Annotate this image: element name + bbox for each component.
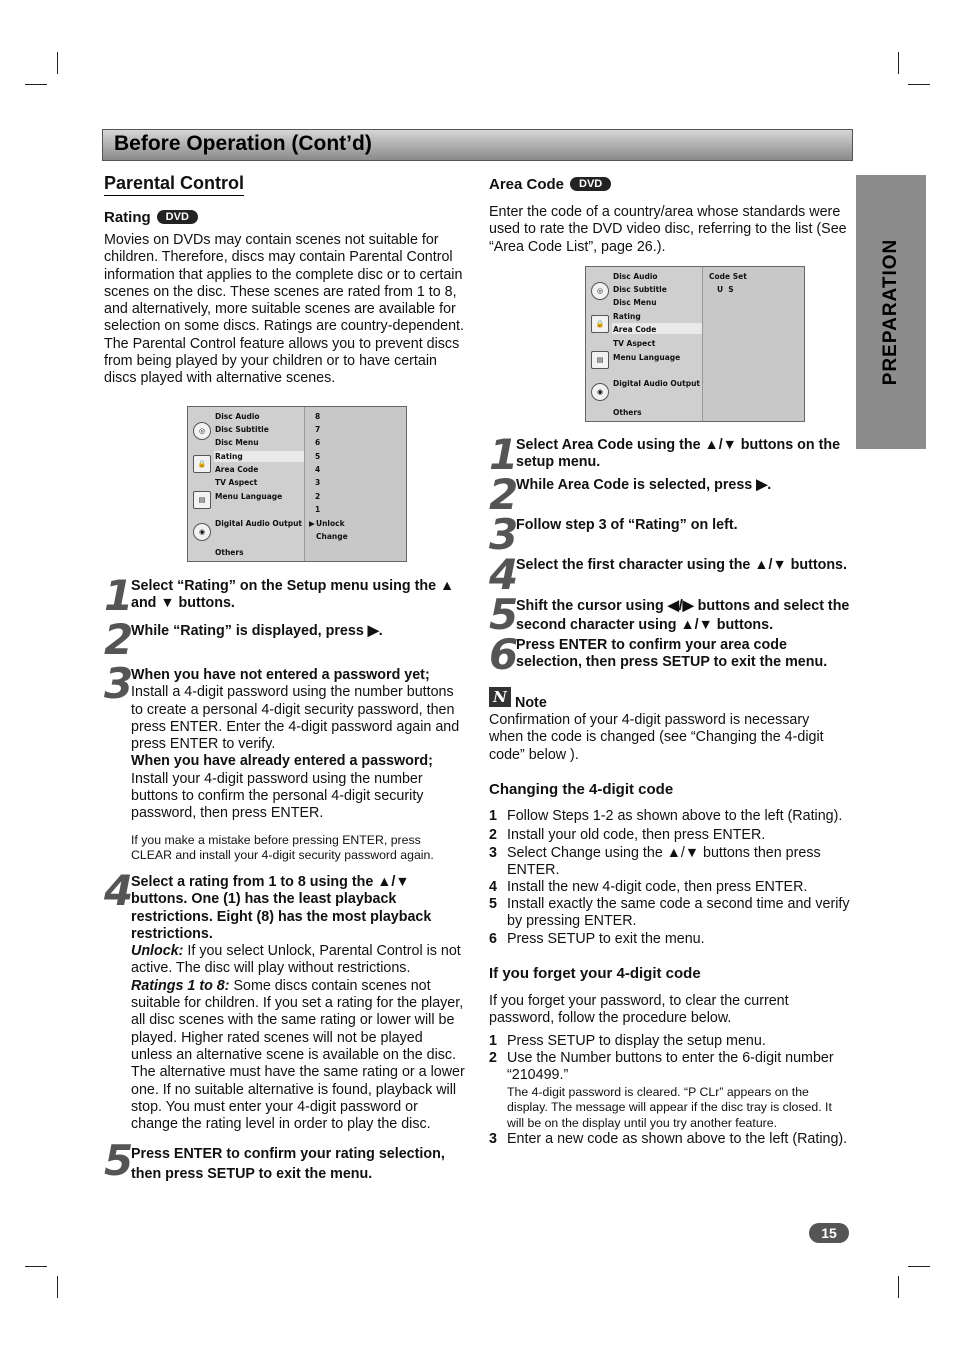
menu-item: Area Code — [613, 325, 657, 334]
book-icon: ▤ — [591, 351, 609, 369]
menu-item: TV Aspect — [215, 478, 258, 487]
menu-item: Area Code — [215, 465, 259, 474]
menu-item: Rating — [613, 312, 641, 321]
book-icon: ▤ — [193, 491, 211, 509]
disc-icon: ◎ — [591, 282, 609, 300]
crop-mark — [57, 1276, 58, 1298]
side-tab-label: PREPARATION — [880, 238, 901, 386]
crop-mark — [898, 1276, 899, 1298]
menu-value: Change — [316, 532, 348, 541]
forget-code-heading: If you forget your 4-digit code — [489, 965, 701, 982]
note-text: Confirmation of your 4-digit password is necessary when the code is changed (see “Changing the 4-digit code” below ). — [489, 712, 824, 763]
menu-item: Disc Subtitle — [215, 425, 269, 434]
menu-item: Others — [215, 548, 244, 557]
disc-icon: ◎ — [193, 422, 211, 440]
step-number: 1 — [104, 571, 134, 620]
code-set-value: U S — [717, 285, 734, 294]
page-header — [102, 129, 853, 161]
area-code-heading: Area Code DVD — [489, 176, 611, 193]
rating-heading: Rating DVD — [104, 209, 198, 226]
step-number: 5 — [104, 1136, 134, 1185]
menu-value: 5 — [315, 452, 321, 461]
step-text: Select Area Code using the ▲/▼ buttons on the setup menu. — [516, 437, 841, 471]
step-text: Select a rating from 1 to 8 using the ▲/▼ buttons. One (1) has the least playback restrictions. Eight (8) has the most playback restrictions. Unlock: If you select Unlock, Parental Control is not active. The disc will play without restrictions. Ratings 1 to 8: Some discs contain scenes not suitable for children. If you set a rating for the player, all disc scenes with the same rating or lower will be played. Higher rated scenes will not be played unless an alternative scene is available on the disc. The alternative must have the same rating or a lower one. If no suitable alternative is found, playback will stop. You must enter your 4-digit password or change the rating level in order to play the disc. — [131, 874, 465, 1133]
menu-selected-marker: ▶ — [309, 519, 315, 528]
step-text: Shift the cursor using ◀/▶ buttons and select the second character using ▲/▼ buttons. — [516, 598, 850, 633]
area-code-setup-menu — [585, 266, 805, 422]
crop-mark — [898, 52, 899, 74]
menu-value: 6 — [315, 438, 321, 447]
lock-icon: 🔒 — [591, 315, 609, 333]
step-text: While “Rating” is displayed, press ▶. — [131, 623, 383, 639]
step-text: Follow step 3 of “Rating” on left. — [516, 517, 738, 533]
crop-mark — [25, 84, 47, 85]
menu-item: Digital Audio Output — [613, 379, 701, 388]
step-number: 4 — [104, 866, 134, 915]
step-text: When you have not entered a password yet; Install a 4-digit password using the number buttons to create a personal 4-digit security password, then press ENTER. Enter the 4-digit password again and press ENTER to verify. When you have already entered a password; Install your 4-digit password using the number buttons to confirm the personal 4-digit security password, then press ENTER. — [131, 667, 460, 822]
menu-value: 3 — [315, 478, 321, 487]
speaker-icon: ◉ — [591, 383, 609, 401]
menu-value: 8 — [315, 412, 321, 421]
step-text: Press ENTER to confirm your area code selection, then press SETUP to exit the menu. — [516, 637, 828, 671]
menu-item: Disc Subtitle — [613, 285, 667, 294]
section-title: Parental Control — [104, 173, 244, 196]
forget-intro: If you forget your password, to clear the current password, follow the procedure below. — [489, 993, 789, 1027]
menu-item: Disc Menu — [215, 438, 259, 447]
section-side-tab — [856, 175, 926, 449]
speaker-icon: ◉ — [193, 523, 211, 541]
note-label: Note — [515, 695, 547, 711]
crop-mark — [908, 84, 930, 85]
step-number: 2 — [489, 470, 519, 519]
menu-value: Unlock — [316, 519, 345, 528]
menu-item: Rating — [215, 452, 243, 461]
step-text: While Area Code is selected, press ▶. — [516, 477, 772, 493]
step-number: 4 — [489, 550, 519, 599]
step-text: Press ENTER to confirm your rating selection, then press SETUP to exit the menu. — [131, 1146, 445, 1182]
menu-item: Others — [613, 408, 642, 417]
changing-code-heading: Changing the 4-digit code — [489, 781, 674, 798]
menu-value: 2 — [315, 492, 321, 501]
menu-value: 1 — [315, 505, 321, 514]
step-number: 2 — [104, 615, 134, 664]
menu-item: Menu Language — [613, 353, 681, 362]
menu-item: Disc Menu — [613, 298, 657, 307]
rating-setup-menu — [187, 406, 407, 562]
forget-sub-note: The 4-digit password is cleared. “P CLr” appears on the display. The message will appear if the disc tray is closed. It will be on the display until you try another feature. — [507, 1085, 832, 1130]
page-number: 15 — [809, 1223, 849, 1243]
dvd-badge: DVD — [570, 177, 611, 191]
crop-mark — [25, 1266, 47, 1267]
rating-intro: Movies on DVDs may contain scenes not suitable for children. Therefore, discs may contain Parental Control information that applies to the complete disc or to certain scenes on the disc. These scenes are rated from 1 to 8, and alternatively, more suitable scenes are available for selection on some discs. Ratings are country-dependent. The Parental Control feature allows you to prevent discs from being played by your children or to have certain discs played with alternative scenes. — [104, 232, 465, 387]
note-icon: N — [489, 687, 511, 707]
dvd-badge: DVD — [157, 210, 198, 224]
step-number: 5 — [489, 590, 519, 639]
menu-item: Digital Audio Output — [215, 519, 303, 528]
lock-icon: 🔒 — [193, 455, 211, 473]
menu-item: TV Aspect — [613, 339, 656, 348]
code-set-label: Code Set — [709, 272, 747, 281]
step-note: If you make a mistake before pressing ENTER, press CLEAR and install your 4-digit security password again. — [131, 833, 434, 863]
menu-item: Menu Language — [215, 492, 283, 501]
page-title: Before Operation (Cont’d) — [114, 132, 372, 155]
crop-mark — [908, 1266, 930, 1267]
step-number: 3 — [104, 659, 134, 708]
menu-value: 7 — [315, 425, 321, 434]
step-text: Select the first character using the ▲/▼ buttons. — [516, 557, 847, 573]
step-number: 6 — [489, 630, 519, 679]
menu-item: Disc Audio — [613, 272, 658, 281]
menu-item: Disc Audio — [215, 412, 260, 421]
menu-value: 4 — [315, 465, 321, 474]
step-text: Select “Rating” on the Setup menu using the ▲ and ▼ buttons. — [131, 578, 455, 612]
step-number: 3 — [489, 510, 519, 559]
area-code-intro: Enter the code of a country/area whose standards were used to rate the DVD video disc, referring to the list (See “Area Code List”, page 26.). — [489, 204, 847, 255]
crop-mark — [57, 52, 58, 74]
step-number: 1 — [489, 430, 519, 479]
